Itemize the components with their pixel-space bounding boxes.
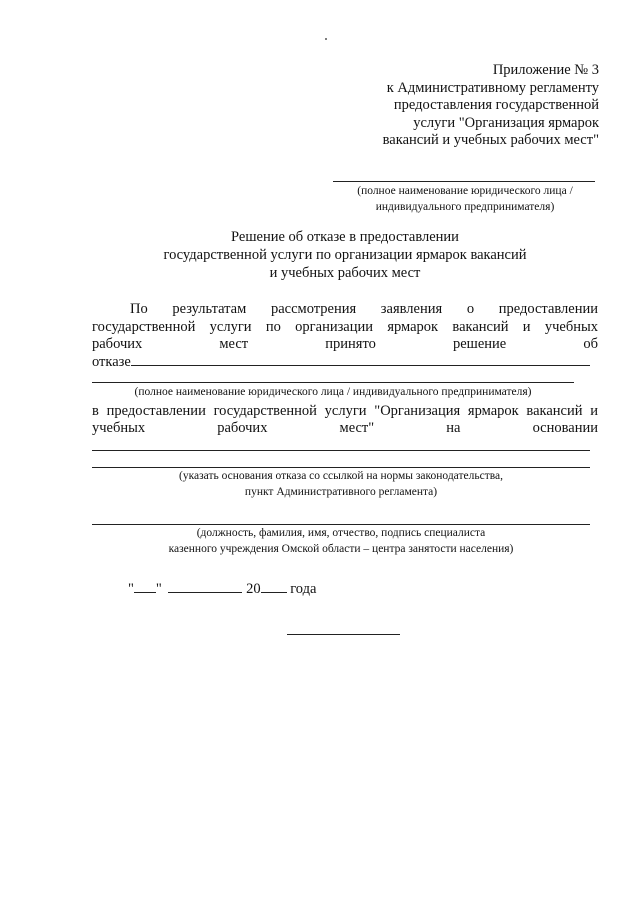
appendix-line: предоставления государственной: [393, 97, 599, 114]
refusal-field[interactable]: [131, 352, 590, 366]
signer-field-line[interactable]: [92, 524, 590, 525]
refusal-label: отказе: [92, 354, 131, 370]
year-prefix: 20: [246, 581, 261, 597]
date-open-quote: ": [128, 581, 134, 597]
year-suffix: года: [290, 581, 317, 597]
appendix-number: Приложение № 3: [492, 62, 599, 78]
body-line-2: государственной услуги по организации ярмарок вакансий и учебных: [92, 319, 598, 335]
recipient-note: (полное наименование юридического лица / индивидуального предпринимателя): [357, 185, 573, 213]
body-line-6: учебных рабочих мест" на основании: [92, 420, 598, 436]
appendix-line: к Административному регламенту: [386, 79, 599, 96]
grounds-field-line-2[interactable]: [92, 467, 590, 468]
date-line: [128, 579, 316, 598]
entity-field-line[interactable]: [92, 382, 574, 383]
appendix-line: вакансий и учебных рабочих мест": [382, 132, 599, 149]
signer-note: (должность, фамилия, имя, отчество, подпись специалиста казенного учреждения Омской области – центра занятости населения): [168, 527, 514, 555]
body-line-3: рабочих мест принято решение об: [92, 336, 598, 352]
body-line-5: в предоставлении государственной услуги "Организация ярмарок вакансий и: [92, 403, 598, 419]
year-field[interactable]: [261, 579, 287, 593]
entity-note: (полное наименование юридического лица / индивидуального предпринимателя): [134, 386, 532, 398]
body-line-4: [92, 352, 598, 370]
closing-separator: [287, 634, 400, 635]
day-field[interactable]: [134, 579, 156, 593]
date-close-quote: ": [155, 581, 162, 597]
grounds-note: (указать основания отказа со ссылкой на нормы законодательства, пункт Административного регламента): [179, 470, 503, 498]
appendix-line: услуги "Организация ярмарок: [413, 114, 599, 131]
scan-speck: [325, 38, 327, 40]
appendix-header: [299, 62, 599, 150]
month-field[interactable]: [168, 579, 242, 593]
grounds-field-line-1[interactable]: [92, 450, 590, 451]
body-line-1: По результатам рассмотрения заявления о предоставлении: [130, 301, 598, 317]
decision-title: Решение об отказе в предоставлении государственной услуги по организации ярмарок вакансий и учебных рабочих мест: [163, 229, 527, 281]
recipient-field-line[interactable]: [333, 181, 595, 182]
